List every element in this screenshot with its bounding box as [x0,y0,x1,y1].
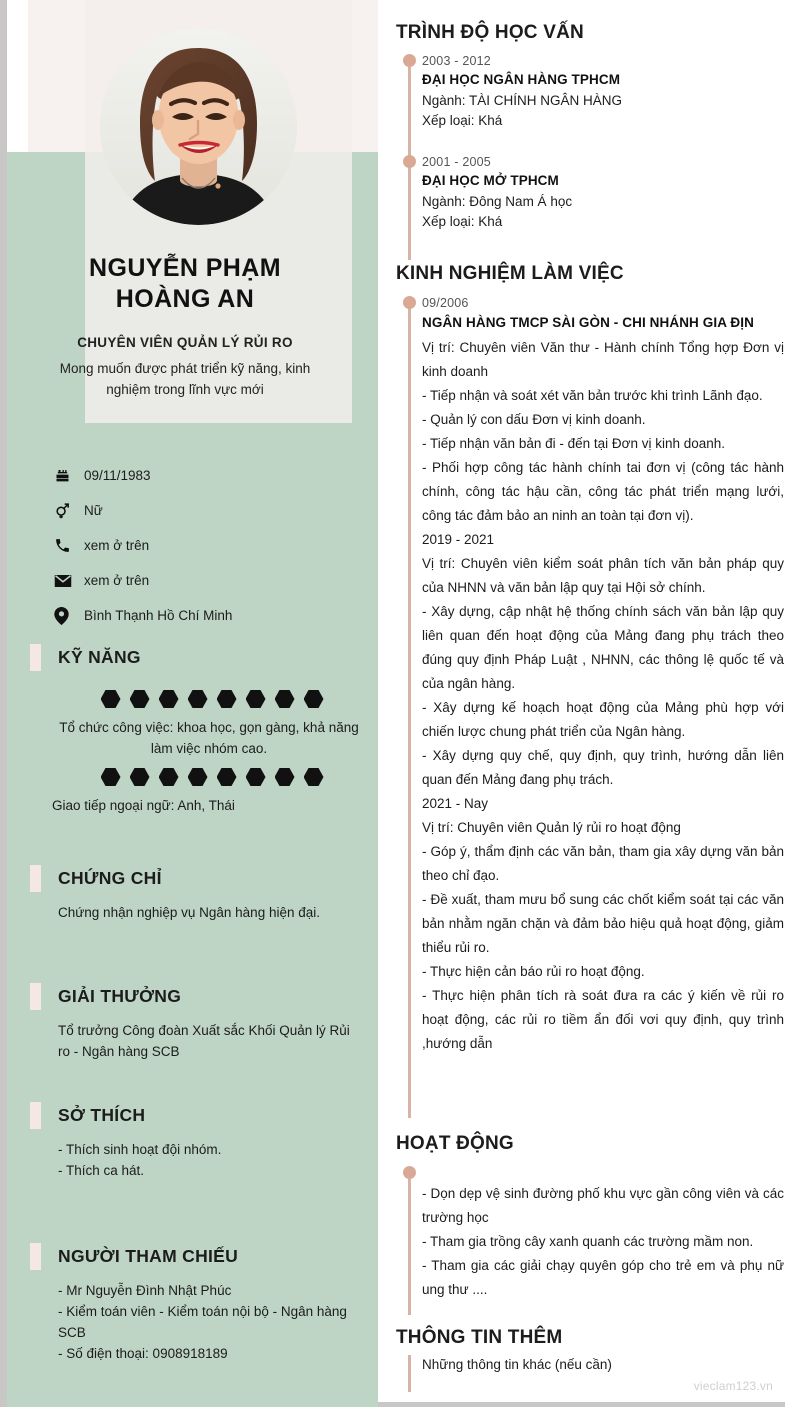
reference-line: - Kiểm toán viên - Kiểm toán nội bộ - Ngân hàng SCB [58,1304,347,1340]
contact-value: Bình Thạnh Hồ Chí Minh [84,608,233,623]
activity-bullet: - Tham gia các giải chạy quyên góp cho trẻ em và phụ nữ ung thư .... [422,1258,784,1297]
hobby-line: - Thích ca hát. [58,1163,145,1178]
skill-dot [217,768,237,786]
sidebar-section-references [30,1246,360,1364]
skill-dot [246,768,266,786]
experience-bullet: - Thực hiện phân tích rà soát đưa ra các ý kiến về rủi ro hoạt động, các rủi ro tiềm ẩn đối vơi quy định, quy trình ,hướng dẫn [422,988,784,1051]
skill-dot [130,690,150,708]
hobby-line: - Thích sinh hoạt đội nhóm. [58,1142,222,1157]
education-date: 2003 - 2012 [422,54,491,68]
page-left-border [0,0,7,1407]
experience-bullet: - Tiếp nhận văn bản đi - đến tại Đơn vị kinh doanh. [422,436,726,451]
contact-value: 09/11/1983 [84,468,151,483]
additional-timeline-line [408,1355,411,1392]
sidebar-section-awards [30,986,360,1062]
name-line-1: NGUYỄN PHẠM [89,254,281,282]
experience-timeline-dot [403,296,416,309]
experience-bullet: - Phối hợp công tác hành chính tai đơn vị (công tác hành chính, công tác hậu cần, công tác phát triển mạng lưới, công tác đảm bảo an ninh an toàn tại đơn vị). [422,460,784,523]
experience-company: NGÂN HÀNG TMCP SÀI GÒN - CHI NHÁNH GIA ĐỊN [422,315,754,330]
job-title: CHUYÊN VIÊN QUẢN LÝ RỦI RO [77,335,293,350]
section-heading-education: TRÌNH ĐỘ HỌC VẤN [396,22,584,43]
skill-rating-1 [64,690,360,708]
section-heading-awards: GIẢI THƯỞNG [30,986,360,1007]
experience-bullet: - Quản lý con dấu Đơn vị kinh doanh. [422,412,646,427]
name-line-2: HOÀNG AN [115,285,255,313]
section-heading-certificates: CHỨNG CHỈ [30,868,360,889]
contact-row-birthday [54,458,354,493]
activity-bullet: - Tham gia trồng cây xanh quanh các trường mầm non. [422,1234,754,1249]
experience-entry [422,296,784,1056]
education-major: Ngành: TÀI CHÍNH NGÂN HÀNG [422,93,623,108]
contact-row-gender [54,493,354,528]
gender-icon [54,502,84,519]
skill-label-2: Giao tiếp ngoại ngữ: Anh, Thái [52,798,235,813]
experience-position: Vị trí: Chuyên viên kiểm soát phân tích văn bản pháp quy của NHNN và văn bản lập quy tại Hội sở chính. [422,556,784,595]
section-heading-references: NGƯỜI THAM CHIẾU [30,1246,360,1267]
skill-dot [304,768,324,786]
birthday-cake-icon [54,468,84,484]
sidebar-section-skills [30,647,360,816]
skill-dot [275,690,295,708]
additional-body [422,1353,782,1377]
skill-rating-2 [64,768,360,786]
contact-row-phone [54,528,354,563]
experience-bullet: - Góp ý, thẩm định các văn bản, tham gia xây dựng văn bản theo chỉ đạo. [422,844,784,883]
section-heading-hobbies: SỞ THÍCH [30,1105,360,1126]
section-heading-additional: THÔNG TIN THÊM [396,1327,563,1348]
education-major: Ngành: Đông Nam Á học [422,194,573,209]
skill-dot [101,768,121,786]
awards-body: Tổ trưởng Công đoàn Xuất sắc Khối Quản lý Rủi ro - Ngân hàng SCB [58,1023,350,1059]
references-body [30,1280,354,1364]
education-school: ĐẠI HỌC NGÂN HÀNG TPHCM [422,72,621,87]
career-objective: Mong muốn được phát triển kỹ năng, kinh nghiệm trong lĩnh vực mới [59,361,311,397]
education-timeline-dot [403,155,416,168]
experience-period: 2019 - 2021 [422,532,495,547]
experience-bullet: - Đề xuất, tham mưu bổ sung các chốt kiểm soát tại các văn bản nhằm ngăn chặn và đảm bảo hiệu quả hoạt động, giảm thiểu rủi ro. [422,892,784,955]
contact-value: xem ở trên [84,573,150,588]
activities-timeline-dot [403,1166,416,1179]
page-title [60,253,310,315]
education-entry [422,155,782,232]
reference-line: - Số điện thoại: 0908918189 [58,1346,228,1361]
contact-value: Nữ [84,503,103,518]
cv-main-column [396,0,785,1407]
experience-bullet: - Xây dựng kế hoạch hoạt động của Mảng phù hợp với chiến lược chung phát triển của Ngân hàng. [422,700,784,739]
experience-timeline-line [408,300,411,1118]
section-heading-skills: KỸ NĂNG [30,647,360,668]
skill-dot [275,768,295,786]
section-heading-experience: KINH NGHIỆM LÀM VIỆC [396,263,624,284]
contact-row-location [54,598,354,633]
activities-body [422,1182,784,1302]
education-grade: Xếp loại: Khá [422,214,503,229]
skill-dot [130,768,150,786]
skill-dot [159,690,179,708]
skills-body [30,690,360,816]
contact-row-email [54,563,354,598]
certificates-body: Chứng nhận nghiệp vụ Ngân hàng hiện đại. [58,905,320,920]
experience-bullet: - Xây dựng, cập nhật hệ thống chính sách văn bản lập quy liên quan đến hoạt động của Mảng đang phụ trách theo đúng quy định Pháp Luật , NHNN, các thông lệ quốc tế và của ngân hàng. [422,604,784,691]
skill-dot [159,768,179,786]
experience-period: 2021 - Nay [422,796,489,811]
location-pin-icon [54,607,84,625]
phone-icon [54,537,84,554]
education-timeline-dot [403,54,416,67]
hobbies-body [30,1139,360,1181]
education-entry [422,54,782,131]
sidebar-section-hobbies [30,1105,360,1181]
experience-date: 09/2006 [422,296,469,310]
skill-dot [217,690,237,708]
experience-position: Vị trí: Chuyên viên Văn thư - Hành chính Tổng hợp Đơn vị kinh doanh [422,340,784,379]
experience-bullet: - Xây dựng quy chế, quy định, quy trình, hướng dẫn liên quan đến Mảng đang phụ trách. [422,748,784,787]
skill-dot [101,690,121,708]
experience-position: Vị trí: Chuyên viên Quản lý rủi ro hoạt động [422,820,681,835]
watermark: vieclam123.vn [693,1379,773,1393]
activity-bullet: - Dọn dẹp vệ sinh đường phố khu vực gần công viên và các trường học [422,1186,784,1225]
avatar [100,28,297,225]
section-heading-activities: HOẠT ĐỘNG [396,1133,514,1154]
education-grade: Xếp loại: Khá [422,113,503,128]
skill-dot [188,768,208,786]
activities-timeline-line [408,1172,411,1315]
skill-dot [188,690,208,708]
contact-list [54,458,354,633]
skill-label-1: Tổ chức công việc: khoa học, gọn gàng, khả năng làm việc nhóm cao. [59,720,359,756]
skill-dot [246,690,266,708]
experience-bullet: - Thực hiện cản báo rủi ro hoạt động. [422,964,645,979]
additional-text: Những thông tin khác (nếu cần) [422,1357,612,1372]
skill-dot [304,690,324,708]
sidebar-section-certificates [30,868,360,923]
email-icon [54,574,84,588]
experience-bullet: - Tiếp nhận và soát xét văn bản trước khi trình Lãnh đạo. [422,388,763,403]
reference-line: - Mr Nguyễn Đình Nhật Phúc [58,1283,232,1298]
education-school: ĐẠI HỌC MỞ TPHCM [422,173,559,188]
contact-value: xem ở trên [84,538,150,553]
education-date: 2001 - 2005 [422,155,491,169]
